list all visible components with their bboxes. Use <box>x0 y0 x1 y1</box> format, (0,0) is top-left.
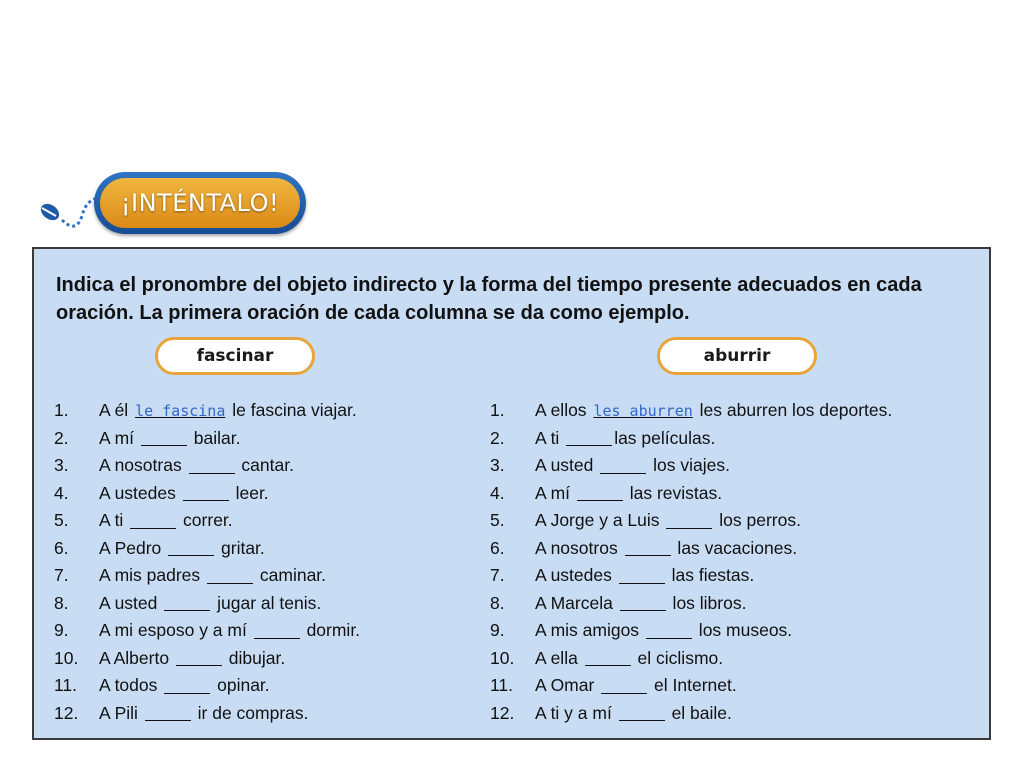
sentence-end: las fiestas. <box>666 565 755 586</box>
sentence-start: A mi esposo y a mí <box>99 620 252 641</box>
exercise-item <box>490 700 970 728</box>
sentence-end: cantar. <box>236 455 294 476</box>
sentence-end: los libros. <box>667 592 747 613</box>
item-number: 4. <box>54 482 69 503</box>
sentence-end: el ciclismo. <box>632 647 724 668</box>
sentence-start: A Pili <box>99 702 143 723</box>
exercise-item <box>54 617 474 645</box>
item-number: 11. <box>54 675 78 696</box>
sentence-start: A Jorge y a Luis <box>535 510 665 531</box>
sentence-start: A él <box>99 400 134 421</box>
sentence-start: A ella <box>535 647 583 668</box>
sentence-start: A ustedes <box>535 565 617 586</box>
sentence-start: A mí <box>99 427 139 448</box>
answer-blank[interactable] <box>164 678 210 694</box>
sentence-end: dibujar. <box>223 647 286 668</box>
answer-blank[interactable] <box>189 458 235 474</box>
item-number: 10. <box>54 647 79 668</box>
answer-blank[interactable] <box>176 650 222 666</box>
sentence-end: opinar. <box>212 675 270 696</box>
exercise-item <box>490 562 970 590</box>
item-number: 8. <box>54 592 69 613</box>
sentence-end: ir de compras. <box>192 702 309 723</box>
answer-blank[interactable] <box>130 513 176 529</box>
answer-blank[interactable] <box>646 623 692 639</box>
answer-blank[interactable] <box>619 705 665 721</box>
answer-blank[interactable] <box>168 540 214 556</box>
exercise-item <box>490 397 970 425</box>
exercise-item <box>490 507 970 535</box>
item-number: 5. <box>54 510 69 531</box>
exercise-item <box>54 700 474 728</box>
exercise-item <box>54 507 474 535</box>
sentence-start: A ti <box>535 427 565 448</box>
exercise-item <box>490 425 970 453</box>
exercise-item <box>54 590 474 618</box>
sentence-start: A Marcela <box>535 592 618 613</box>
answer-blank[interactable] <box>620 595 666 611</box>
verb-label-aburrir: aburrir <box>657 337 817 375</box>
exercise-item <box>54 452 474 480</box>
item-number: 1. <box>54 400 69 421</box>
verb-label-fascinar: fascinar <box>155 337 315 375</box>
sentence-start: A usted <box>99 592 163 613</box>
exercise-item <box>54 397 474 425</box>
item-number: 2. <box>490 427 505 448</box>
item-number: 12. <box>490 702 515 723</box>
sentence-start: A nosotros <box>535 537 623 558</box>
item-number: 3. <box>490 455 505 476</box>
item-number: 12. <box>54 702 79 723</box>
exercise-item <box>490 452 970 480</box>
exercise-item <box>54 480 474 508</box>
sentence-end: el Internet. <box>649 675 737 696</box>
item-number: 9. <box>54 620 69 641</box>
sentence-start: A usted <box>535 455 599 476</box>
sentence-start: A mis padres <box>99 565 206 586</box>
sentence-start: A ellos <box>535 400 592 421</box>
intentalo-badge <box>94 172 306 234</box>
sentence-end: correr. <box>178 510 233 531</box>
item-number: 10. <box>490 647 515 668</box>
exercise-item <box>490 672 970 700</box>
sentence-end: les aburren los deportes. <box>694 400 893 421</box>
sentence-start: A nosotras <box>99 455 187 476</box>
sentence-start: A Pedro <box>99 537 167 558</box>
answer-blank[interactable] <box>254 623 300 639</box>
item-number: 1. <box>490 400 505 421</box>
sentence-end: las vacaciones. <box>672 537 798 558</box>
exercise-item <box>490 535 970 563</box>
item-number: 9. <box>490 620 505 641</box>
item-number: 2. <box>54 427 69 448</box>
exercise-item <box>490 617 970 645</box>
item-number: 7. <box>54 565 69 586</box>
answer-blank[interactable] <box>145 705 191 721</box>
answer-blank[interactable] <box>666 513 712 529</box>
answer-blank[interactable] <box>566 430 612 446</box>
exercise-item <box>54 562 474 590</box>
exercise-item <box>490 480 970 508</box>
mouse-cursor-icon <box>36 190 102 238</box>
exercise-panel <box>32 247 991 740</box>
sentence-start: A ti <box>99 510 129 531</box>
answer-blank[interactable] <box>600 458 646 474</box>
exercise-item <box>54 672 474 700</box>
item-number: 6. <box>54 537 69 558</box>
answer-blank[interactable] <box>141 430 187 446</box>
instructions-text: Indica el pronombre del objeto indirecto y la forma del tiempo presente adecuados en cada oración. La primera oración de cada columna se da como ejemplo. <box>56 274 922 324</box>
badge-title: ¡INTÉNTALO! <box>120 189 280 217</box>
sentence-end: los museos. <box>693 620 793 641</box>
item-number: 11. <box>490 675 514 696</box>
sentence-start: A Alberto <box>99 647 174 668</box>
item-number: 3. <box>54 455 69 476</box>
sentence-end: las revistas. <box>624 482 723 503</box>
sentence-end: el baile. <box>666 702 732 723</box>
exercise-item <box>54 535 474 563</box>
exercise-item <box>490 590 970 618</box>
sentence-end: caminar. <box>255 565 327 586</box>
exercise-list-left <box>54 397 474 727</box>
answer-blank[interactable] <box>625 540 671 556</box>
sentence-start: A ustedes <box>99 482 181 503</box>
exercise-item <box>490 645 970 673</box>
item-number: 5. <box>490 510 505 531</box>
answer-blank[interactable] <box>164 595 210 611</box>
item-number: 8. <box>490 592 505 613</box>
item-number: 4. <box>490 482 505 503</box>
sentence-end: gritar. <box>216 537 265 558</box>
sentence-end: los perros. <box>714 510 801 531</box>
exercise-item <box>54 425 474 453</box>
sentence-end: le fascina viajar. <box>227 400 357 421</box>
answer-blank[interactable] <box>183 485 229 501</box>
answer-blank[interactable] <box>577 485 623 501</box>
sentence-start: A ti y a mí <box>535 702 617 723</box>
sentence-end: bailar. <box>188 427 241 448</box>
answer-blank[interactable] <box>207 568 253 584</box>
sentence-end: jugar al tenis. <box>212 592 322 613</box>
sentence-end: dormir. <box>301 620 361 641</box>
sentence-start: A mis amigos <box>535 620 644 641</box>
sentence-end: las películas. <box>614 427 716 448</box>
example-answer: les aburren <box>593 401 693 420</box>
sentence-end: leer. <box>230 482 269 503</box>
sentence-start: A Omar <box>535 675 600 696</box>
sentence-start: A mí <box>535 482 575 503</box>
answer-blank[interactable] <box>619 568 665 584</box>
item-number: 7. <box>490 565 505 586</box>
item-number: 6. <box>490 537 505 558</box>
example-answer: le fascina <box>135 401 226 420</box>
answer-blank[interactable] <box>585 650 631 666</box>
answer-blank[interactable] <box>601 678 647 694</box>
sentence-end: los viajes. <box>648 455 730 476</box>
exercise-item <box>54 645 474 673</box>
exercise-list-right <box>490 397 970 727</box>
sentence-start: A todos <box>99 675 163 696</box>
